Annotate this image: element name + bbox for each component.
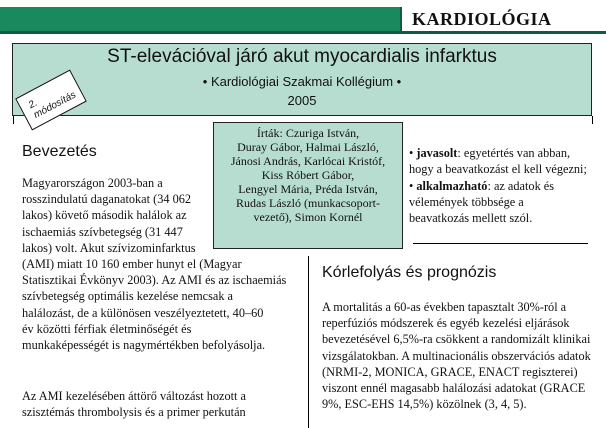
article-title-box (12, 43, 592, 116)
revision-badge-text: 2. módosítás (26, 89, 78, 121)
text-line: Magyarországon 2003-ban a (22, 176, 163, 190)
definition-item: • alkalmazható: az adatok és (409, 178, 555, 193)
left-rule (13, 116, 14, 124)
text-line: : egyetértés van abban, (457, 146, 571, 160)
text-line: Statisztikai Évkönyv 2003). Az AMI és az ischaemiás (22, 273, 287, 288)
text-line: halálozást, de a különösen veszélyeztetett, 40–60 (22, 305, 264, 320)
definition-keyword: alkalmazható (416, 178, 488, 193)
header-divider (400, 7, 402, 31)
prognosis-paragraph (322, 299, 591, 412)
text-line: (NRMI-2, MONICA, GRACE, ENACT regiszterei) (322, 364, 578, 379)
text-line: szisztémás thrombolysis és a primer perkután (22, 405, 246, 420)
author-line: Kiss Róbert Gábor, (261, 168, 355, 182)
header-rule (0, 31, 606, 34)
text-line: A mortalitás a 60-as években tapasztalt 30%-ról a (322, 300, 567, 314)
text-line: munkaképességét is nagymértékben befolyásolja. (22, 338, 266, 353)
heading-introduction: Bevezetés (22, 143, 97, 160)
section-separator (413, 243, 588, 244)
author-line: Jánosi András, Karlócai Kristóf, (230, 154, 386, 168)
intro-paragraph (22, 175, 286, 353)
text-line: rosszindulatú daganatokat (34 062 (22, 192, 192, 207)
text-line: reperfúziós módszerek és egyéb kezelési eljárások (322, 316, 570, 331)
text-line: vizsgálatokban. A multinacionális obszervációs adatok (322, 348, 591, 363)
text-line: 9%, ESC-EHS 14,5%) közölnek (3, 4, 5). (322, 397, 527, 412)
author-line: Duray Gábor, Halmai László, (237, 140, 379, 154)
treatment-paragraph (22, 388, 246, 420)
text-line: vélemények többsége a (409, 194, 524, 209)
section-title: KARDIOLÓGIA (412, 9, 552, 29)
heading-prognosis: Kórlefolyás és prognózis (322, 264, 497, 281)
article-title: ST-elevációval járó akut myocardialis infarktus (107, 46, 497, 67)
author-line: Írták: Czuriga István, (256, 126, 360, 140)
text-line: szívbetegség optimális kezelése nemcsak a (22, 289, 234, 304)
text-line: év közötti férfiak életminőségét és (22, 321, 192, 336)
text-line: hogy a beavatkozást el kell végezni; (409, 162, 587, 177)
text-line: lakos) volt. Akut szívizominfarktus (22, 240, 196, 255)
definition-keyword: javasolt (416, 146, 458, 160)
definition-item: • javasolt: egyetértés van abban, (409, 146, 571, 160)
header-green-band (0, 7, 400, 31)
article-subtitle: • Kardiológiai Szakmai Kollégium • (202, 74, 402, 89)
text-line: Az AMI kezelésében áttörő változást hozott a (22, 389, 246, 403)
author-line: Lengyel Mária, Préda István, (238, 182, 378, 196)
text-line: (AMI) miatt 10 160 ember hunyt el (Magyar (22, 257, 242, 272)
text-line: : az adatok és (487, 178, 555, 193)
header-bar (0, 6, 606, 31)
text-line: bevezetésével 6,5%-ra csökkent a randomizált klinikai (322, 332, 591, 347)
article-year: 2005 (287, 93, 317, 108)
right-rule (592, 116, 593, 124)
author-line: Rudas László (munkacsoport- (236, 196, 380, 210)
author-line: vezető), Simon Kornél (253, 210, 363, 224)
text-line: beavatkozás mellett szól. (409, 211, 533, 226)
column-divider (308, 256, 309, 428)
text-line: lakos) követő második halálok az (22, 208, 187, 223)
text-line: viszont ennél magasabb halálozási adatokat (GRACE (322, 381, 586, 396)
recommendation-definitions (409, 145, 587, 226)
text-line: ischaemiás szívbetegség (31 447 (22, 224, 183, 239)
